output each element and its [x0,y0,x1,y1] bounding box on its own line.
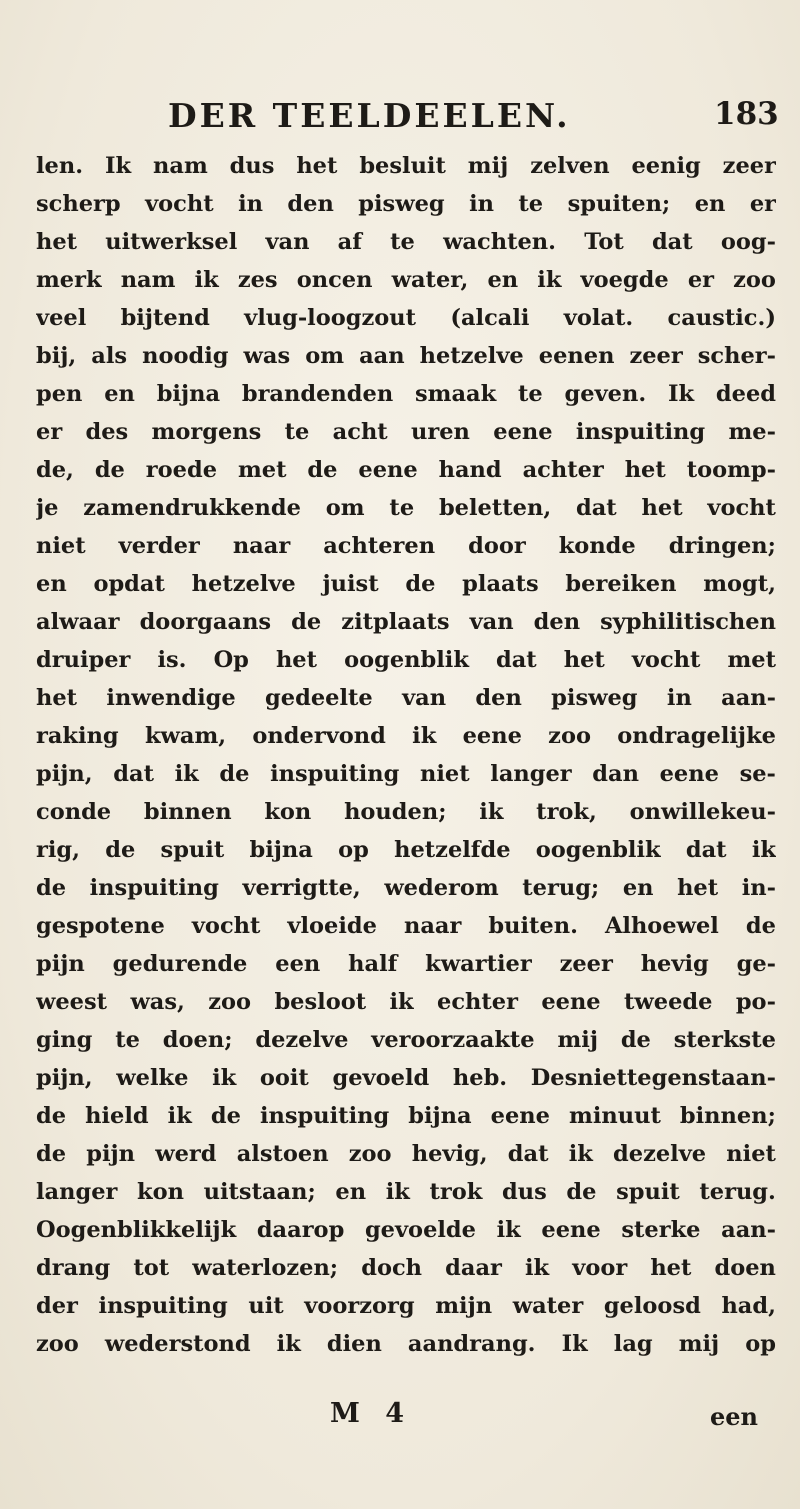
page-header [0,96,800,140]
text-line: pijn, dat ik de inspuiting niet langer dan eene se- [36,761,776,787]
text-line: er des morgens te acht uren eene inspuiting me- [36,419,776,445]
running-title: DER TEELDEELEN. [168,96,571,135]
text-line: raking kwam, ondervond ik eene zoo ondragelijke [36,723,776,749]
text-line: pijn gedurende een half kwartier zeer hevig ge- [36,951,776,977]
text-line: alwaar doorgaans de zitplaats van den syphilitischen [36,609,776,635]
text-line: het inwendige gedeelte van den pisweg in aan- [36,685,776,711]
text-line: Oogenblikkelijk daarop gevoelde ik eene sterke aan- [36,1217,776,1243]
text-line: pijn, welke ik ooit gevoeld heb. Desniettegenstaan- [36,1065,776,1091]
text-line: pen en bijna brandenden smaak te geven. Ik deed [36,381,776,407]
text-line: gespotene vocht vloeide naar buiten. Alhoewel de [36,913,776,939]
catchword: een [710,1402,758,1431]
text-line: len. Ik nam dus het besluit mij zelven eenig zeer [36,153,776,179]
text-line: weest was, zoo besloot ik echter eene tweede po- [36,989,776,1015]
text-line: niet verder naar achteren door konde dringen; [36,533,776,559]
text-line: bij, als noodig was om aan hetzelve eenen zeer scher- [36,343,776,369]
text-line: langer kon uitstaan; en ik trok dus de spuit terug. [36,1179,776,1205]
text-line: merk nam ik zes oncen water, en ik voegde er zoo [36,267,776,293]
text-line: rig, de spuit bijna op hetzelfde oogenblik dat ik [36,837,776,863]
text-line: je zamendrukkende om te beletten, dat het vocht [36,495,776,521]
text-line: zoo wederstond ik dien aandrang. Ik lag mij op [36,1331,776,1357]
text-line: de hield ik de inspuiting bijna eene minuut binnen; [36,1103,776,1129]
text-line: de pijn werd alstoen zoo hevig, dat ik dezelve niet [36,1141,776,1167]
text-line: druiper is. Op het oogenblik dat het vocht met [36,647,776,673]
text-line: en opdat hetzelve juist de plaats bereiken mogt, [36,571,776,597]
page-footer [0,1398,800,1438]
text-line: der inspuiting uit voorzorg mijn water geloosd had, [36,1293,776,1319]
text-line: de, de roede met de eene hand achter het toomp- [36,457,776,483]
text-line: drang tot waterlozen; doch daar ik voor het doen [36,1255,776,1281]
text-line: het uitwerksel van af te wachten. Tot dat oog- [36,229,776,255]
page-number: 183 [714,96,779,132]
text-line: scherp vocht in den pisweg in te spuiten; en er [36,191,776,217]
text-line: de inspuiting verrigtte, wederom terug; en het in- [36,875,776,901]
text-line: veel bijtend vlug-loogzout (alcali volat. caustic.) [36,305,776,331]
text-line: ging te doen; dezelve veroorzaakte mij de sterkste [36,1027,776,1053]
body-text [36,147,776,1363]
text-line: conde binnen kon houden; ik trok, onwillekeu- [36,799,776,825]
signature-mark: M 4 [330,1398,413,1429]
